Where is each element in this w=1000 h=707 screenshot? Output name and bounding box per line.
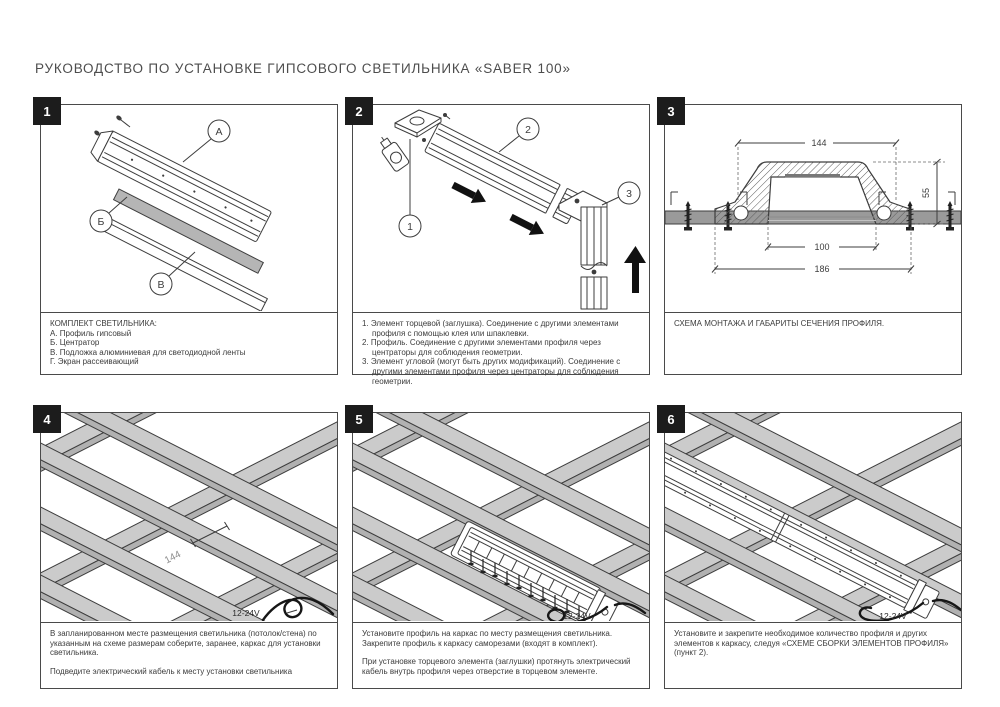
up-arrow-icon — [624, 246, 646, 293]
panel-6-number-badge: 6 — [657, 405, 685, 433]
callout-2 — [499, 118, 539, 152]
panel-5-caption — [353, 622, 649, 688]
panel-4-caption — [41, 622, 337, 688]
caption-line: В. Подложка алюминиевая для светодиодной ленты — [50, 347, 246, 357]
panel-3-diagram — [665, 105, 961, 312]
panel-4-number-badge: 4 — [33, 405, 61, 433]
panel-6-caption — [665, 622, 961, 688]
svg-text:55: 55 — [921, 187, 931, 199]
panel-2-caption — [353, 312, 649, 386]
svg-text:А: А — [215, 126, 223, 138]
svg-text:Б: Б — [97, 216, 105, 228]
svg-text:100: 100 — [814, 242, 830, 252]
frame-bracket-marks — [671, 192, 955, 205]
voltage-label: 12-24V — [563, 611, 591, 621]
panel-5-diagram — [353, 413, 649, 622]
centrator-boss — [734, 206, 748, 220]
panel-3 — [664, 104, 962, 375]
caption-line: Г. Экран рассеивающий — [50, 357, 139, 367]
panel-1-caption — [41, 312, 337, 374]
led-strip — [785, 174, 840, 178]
voltage-label: 12-24V — [879, 611, 907, 621]
dimension-100 — [765, 227, 879, 252]
caption-line: А. Профиль гипсовый — [50, 328, 132, 338]
centrator-boss — [877, 206, 891, 220]
profile-illustration — [424, 122, 582, 225]
panel-1-diagram — [41, 105, 337, 312]
page-title: РУКОВОДСТВО ПО УСТАНОВКЕ ГИПСОВОГО СВЕТИЛЬНИКА «SABER 100» — [35, 61, 571, 76]
panel-6-diagram — [665, 413, 961, 622]
panel-2 — [352, 103, 650, 386]
caption-line: 3. Элемент угловой (могут быть других модификаций). Соединение с другими элементами профиля через центраторы для соблюдения геометрии. — [362, 357, 621, 386]
panel-5 — [352, 412, 650, 689]
callout-a — [183, 120, 230, 162]
panel-1-number-badge: 1 — [33, 97, 61, 125]
glue-bottle-icon — [375, 132, 410, 172]
caption-paragraph: В запланированном месте размещения светильника (потолок/стена) по указанным на схеме размерам соберите, заранее, каркас для установки светильника. — [50, 629, 321, 658]
panel-4 — [40, 412, 338, 689]
svg-text:3: 3 — [626, 188, 632, 200]
panel-6 — [664, 412, 962, 689]
caption-line: 1. Элемент торцевой (заглушка). Соединение с другими элементами профиля с помощью клея или шпаклевки. — [362, 319, 619, 338]
caption-paragraph: Установите и закрепите необходимое количество профиля и других элементов к каркасу, следуя «СХЕМЕ СБОРКИ ЭЛЕМЕНТОВ ПРОФИЛЯ» (пункт 2). — [674, 629, 949, 658]
svg-text:В: В — [157, 279, 165, 291]
corner-element-illustration — [559, 191, 607, 309]
caption-paragraph: Подведите электрический кабель к месту установки светильника — [50, 666, 293, 676]
voltage-label: 12-24V — [232, 608, 260, 618]
svg-text:1: 1 — [407, 221, 413, 233]
svg-text:144: 144 — [811, 138, 827, 148]
caption-line: 2. Профиль. Соединение с другими элементами профиля через центраторы для соблюдения геометрии. — [362, 338, 601, 357]
caption-paragraph: Установите профиль на каркас по месту размещения светильника. Закрепите профиль к каркасу саморезами (входят в комплект). — [362, 629, 613, 648]
panel-4-diagram — [41, 413, 337, 622]
caption-line: СХЕМА МОНТАЖА И ГАБАРИТЫ СЕЧЕНИЯ ПРОФИЛЯ. — [674, 319, 885, 328]
panel-2-number-badge: 2 — [345, 97, 373, 125]
callout-3 — [602, 182, 640, 205]
dimension-186 — [712, 227, 914, 274]
panel-3-number-badge: 3 — [657, 97, 685, 125]
caption-line: КОМПЛЕКТ СВЕТИЛЬНИКА: — [50, 319, 157, 328]
svg-text:144: 144 — [162, 549, 183, 567]
caption-line: Б. Центратор — [50, 338, 100, 348]
svg-text:186: 186 — [814, 264, 830, 274]
panel-5-number-badge: 5 — [345, 405, 373, 433]
panel-1 — [40, 104, 338, 375]
caption-paragraph: При установке торцевого элемента (заглушки) протянуть электрический кабель внутрь профиля через отверстие в торцевом элементе. — [362, 657, 631, 676]
panel-3-caption — [665, 312, 961, 374]
svg-text:2: 2 — [525, 124, 531, 136]
panel-2-diagram — [353, 105, 649, 312]
